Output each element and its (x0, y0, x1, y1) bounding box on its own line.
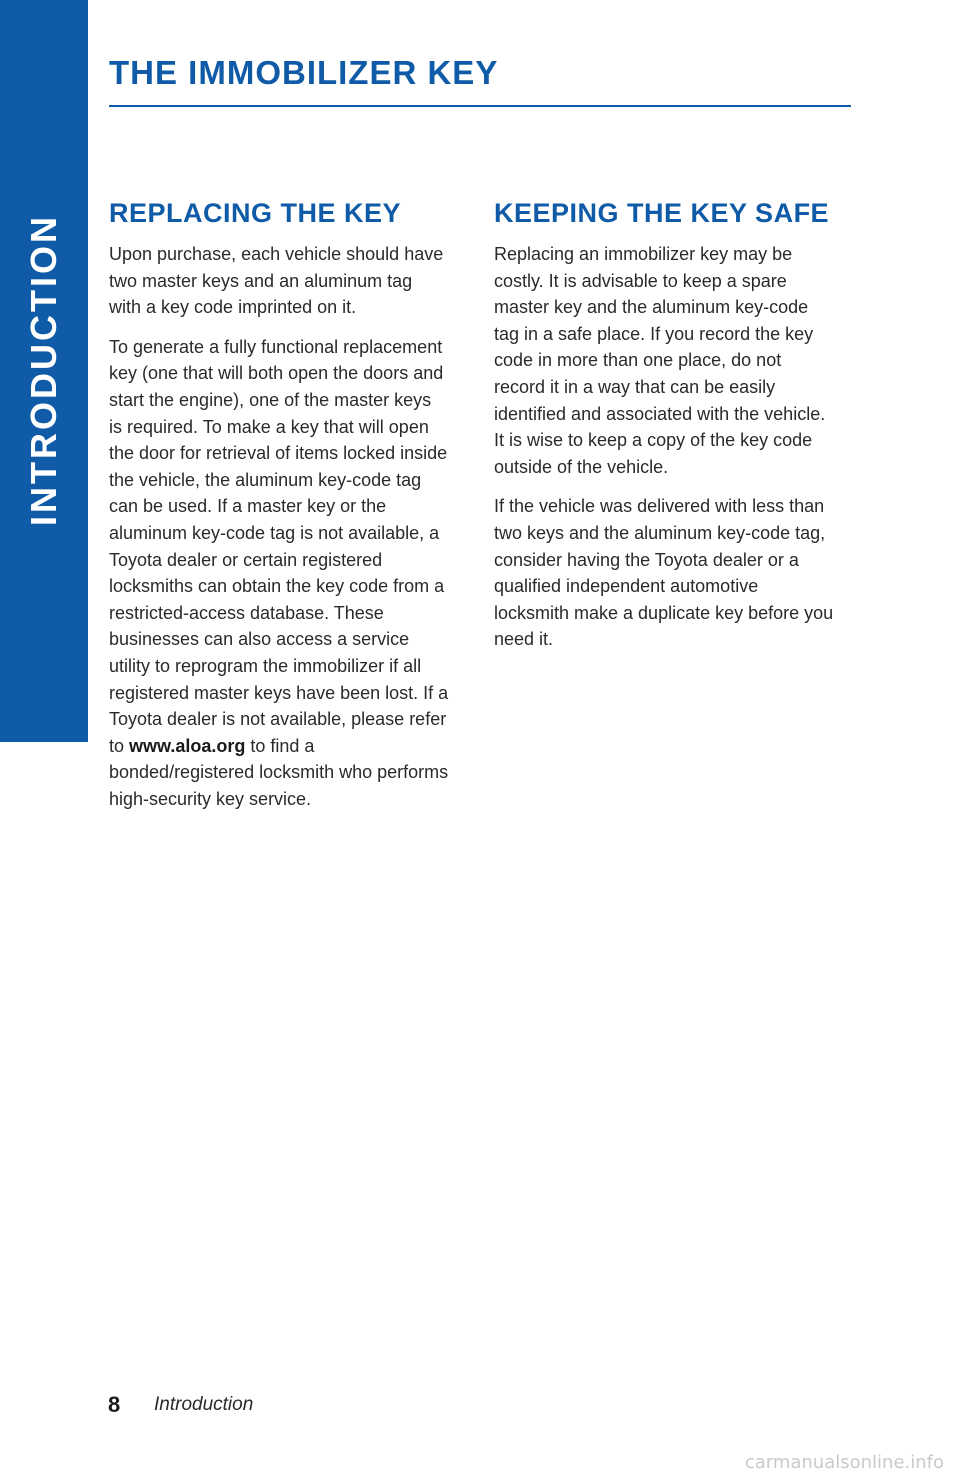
keeping-key-safe-paragraph-1: Replacing an immobilizer key may be costly. It is advisable to keep a spare master key and the aluminum key-code tag in a safe place. If you record the key code in more than one place, do not record it in a way that can be easily identified and associated with the vehicle. It is wise to keep a copy of the key code outside of the vehicle. (494, 244, 826, 477)
replacing-key-paragraph-2 (109, 334, 449, 813)
title-divider (109, 105, 851, 107)
paragraph-text: To generate a fully functional replacement key (one that will both open the doors and start the engine), one of the master keys is required. To make a key that will open the door for retrieval of items locked inside the vehicle, the aluminum key-code tag can be used. If a master key or the aluminum key-code tag is not available, a Toyota dealer or certain registered locksmiths can obtain the key code from a restricted-access database. These businesses can also access a service utility to reprogram the immobilizer if all registered master keys have been lost. If a Toyota dealer is not available, please refer to (109, 336, 449, 756)
section-tab (0, 0, 88, 742)
replacing-key-heading: REPLACING THE KEY (109, 198, 402, 228)
keeping-key-safe-column (494, 198, 834, 666)
footer-section-label: Introduction (154, 1394, 254, 1415)
aloa-link[interactable]: www.aloa.org (129, 735, 246, 756)
replacing-key-column (109, 198, 449, 825)
paragraph-text: to find a bonded/registered locksmith who performs high-security key service. (109, 735, 449, 809)
page-title: THE IMMOBILIZER KEY (109, 54, 499, 91)
keeping-key-safe-paragraph-2: If the vehicle was delivered with less than two keys and the aluminum key-code tag, consider having the Toyota dealer or a qualified independent automotive locksmith make a duplicate key before you need it. (494, 496, 834, 650)
section-tab-label: INTRODUCTION (23, 214, 64, 526)
keeping-key-safe-heading: KEEPING THE KEY SAFE (494, 198, 830, 228)
replacing-key-paragraph-1: Upon purchase, each vehicle should have two master keys and an aluminum tag with a key code imprinted on it. (109, 244, 444, 318)
page-number: 8 (108, 1392, 121, 1417)
watermark: carmanualsonline.info (744, 1452, 944, 1473)
